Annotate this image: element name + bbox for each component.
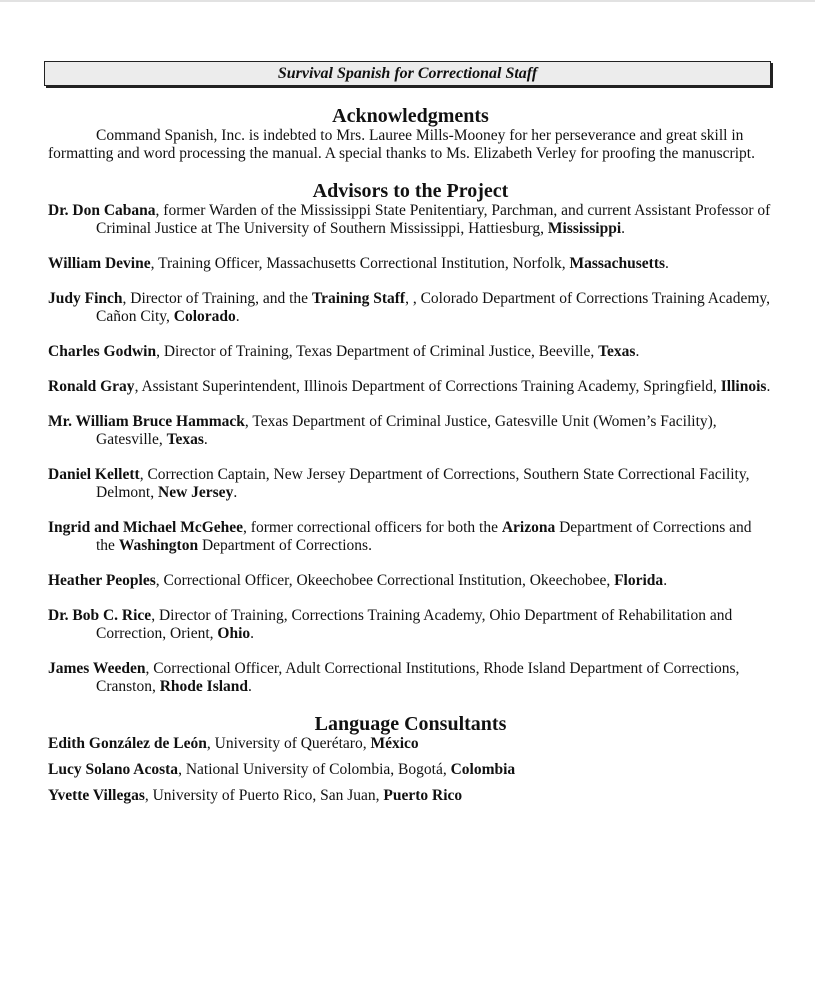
advisors-heading: Advisors to the Project xyxy=(312,180,509,202)
consultant-entry: Lucy Solano Acosta, National University of Colombia, Bogotá, Colombia xyxy=(48,761,516,778)
advisor-entry: William Devine, Training Officer, Massachusetts Correctional Institution, Norfolk, Massachusetts. xyxy=(48,255,669,272)
advisor-entry: Dr. Bob C. Rice, Director of Training, Corrections Training Academy, Ohio Department of Rehabilitation and Correction, Orient, Ohio. xyxy=(48,607,733,642)
advisor-entry: Dr. Don Cabana, former Warden of the Mississippi State Penitentiary, Parchman, and current Assistant Professor of Criminal Justice at The University of Southern Mississippi, Hattiesburg, Mississippi. xyxy=(48,202,771,237)
advisor-entry: Judy Finch, Director of Training, and the Training Staff, , Colorado Department of Corrections Training Academy, Cañon City, Colorado. xyxy=(48,290,770,325)
advisor-entry: Charles Godwin, Director of Training, Texas Department of Criminal Justice, Beeville, Texas. xyxy=(48,343,640,360)
document-header xyxy=(44,61,771,86)
consultant-entry: Yvette Villegas, University of Puerto Rico, San Juan, Puerto Rico xyxy=(48,787,463,804)
advisor-entry: Ingrid and Michael McGehee, former correctional officers for both the Arizona Department of Corrections and the Washington Department of Corrections. xyxy=(48,519,752,554)
advisor-entry: Daniel Kellett, Correction Captain, New Jersey Department of Corrections, Southern State Correctional Facility, Delmont, New Jersey. xyxy=(48,466,750,501)
page-content xyxy=(48,105,773,813)
acknowledgments-text: Command Spanish, Inc. is indebted to Mrs. Lauree Mills-Mooney for her perseverance and great skill in formatting and word processing the manual. A special thanks to Ms. Elizabeth Verley for proofing the manuscript. xyxy=(48,127,755,162)
advisor-entry: Heather Peoples, Correctional Officer, Okeechobee Correctional Institution, Okeechobee, Florida. xyxy=(48,572,668,589)
consultants-heading: Language Consultants xyxy=(314,713,507,735)
document-title: Survival Spanish for Correctional Staff xyxy=(277,64,538,82)
top-divider xyxy=(0,0,815,2)
advisor-entry: Ronald Gray, Assistant Superintendent, Illinois Department of Corrections Training Academy, Springfield, Illinois. xyxy=(48,378,771,395)
advisor-entry: James Weeden, Correctional Officer, Adult Correctional Institutions, Rhode Island Department of Corrections, Cranston, Rhode Island. xyxy=(48,660,740,695)
advisor-entry: Mr. William Bruce Hammack, Texas Department of Criminal Justice, Gatesville Unit (Women’s Facility), Gatesville, Texas. xyxy=(48,413,717,448)
consultant-entry: Edith González de León, University of Querétaro, México xyxy=(48,735,419,752)
acknowledgments-heading: Acknowledgments xyxy=(332,105,489,127)
